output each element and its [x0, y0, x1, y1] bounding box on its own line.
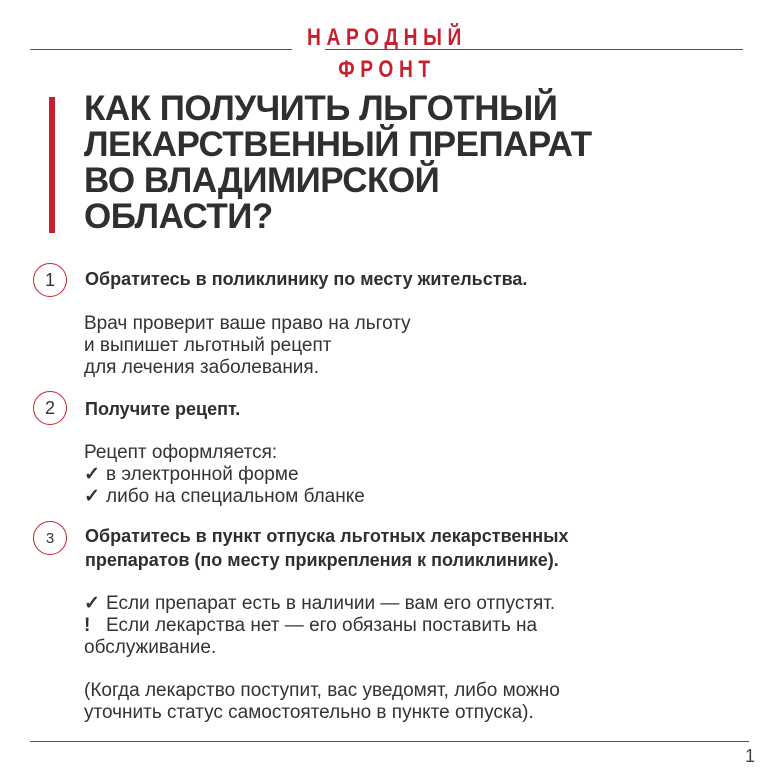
list-item-text: в электронной форме: [106, 464, 299, 485]
check-icon: ✓: [84, 486, 100, 507]
title-line: ЛЕКАРСТВЕННЫЙ ПРЕПАРАТ: [84, 125, 592, 164]
list-item: [84, 486, 365, 508]
logo-line-2: ФРОНТ: [338, 56, 436, 83]
heading-line: препаратов (по месту прикрепления к поликлинике).: [85, 550, 559, 570]
footer-rule: [30, 741, 749, 742]
list-item: [84, 615, 555, 637]
step-3-note: [84, 680, 560, 724]
page-title: [84, 91, 592, 235]
body-line: для лечения заболевания.: [84, 357, 319, 378]
list-item: [84, 464, 365, 486]
list-item: [84, 593, 555, 615]
check-icon: ✓: [84, 593, 100, 614]
step-number-2: 2: [33, 391, 67, 425]
list-item-text: Если лекарства нет — его обязаны поставить на: [106, 615, 538, 636]
step-1-body: [84, 313, 411, 379]
note-line: (Когда лекарство поступит, вас уведомят, либо можно: [84, 680, 560, 701]
body-line: Врач проверит ваше право на льготу: [84, 313, 411, 334]
heading-line: Обратитесь в пункт отпуска льготных лекарственных: [85, 526, 569, 546]
step-number-1: 1: [33, 263, 67, 297]
body-line: обслуживание.: [84, 637, 217, 658]
list-item-text: либо на специальном бланке: [106, 486, 365, 507]
list-item-text: Если препарат есть в наличии — вам его отпустят.: [106, 593, 556, 614]
check-icon: ✓: [84, 464, 100, 485]
step-3-heading: [85, 524, 569, 572]
page-number: 1: [745, 746, 756, 766]
body-line: Рецепт оформляется:: [84, 442, 278, 463]
body-line: и выпишет льготный рецепт: [84, 335, 332, 356]
step-2-body: [84, 442, 365, 508]
title-line: КАК ПОЛУЧИТЬ ЛЬГОТНЫЙ: [84, 89, 558, 128]
exclamation-icon: !: [84, 615, 91, 636]
logo-line-1: НАРОДНЫЙ: [307, 24, 467, 51]
title-accent-bar: [49, 97, 55, 233]
step-1-heading: Обратитесь в поликлинику по месту жительства.: [85, 269, 528, 289]
title-line: ОБЛАСТИ?: [84, 197, 273, 236]
note-line: уточнить статус самостоятельно в пункте отпуска).: [84, 702, 534, 723]
step-number-3: 3: [33, 521, 67, 555]
step-3-body: [84, 593, 555, 659]
title-line: ВО ВЛАДИМИРСКОЙ: [84, 161, 440, 200]
step-2-heading: Получите рецепт.: [85, 399, 241, 419]
